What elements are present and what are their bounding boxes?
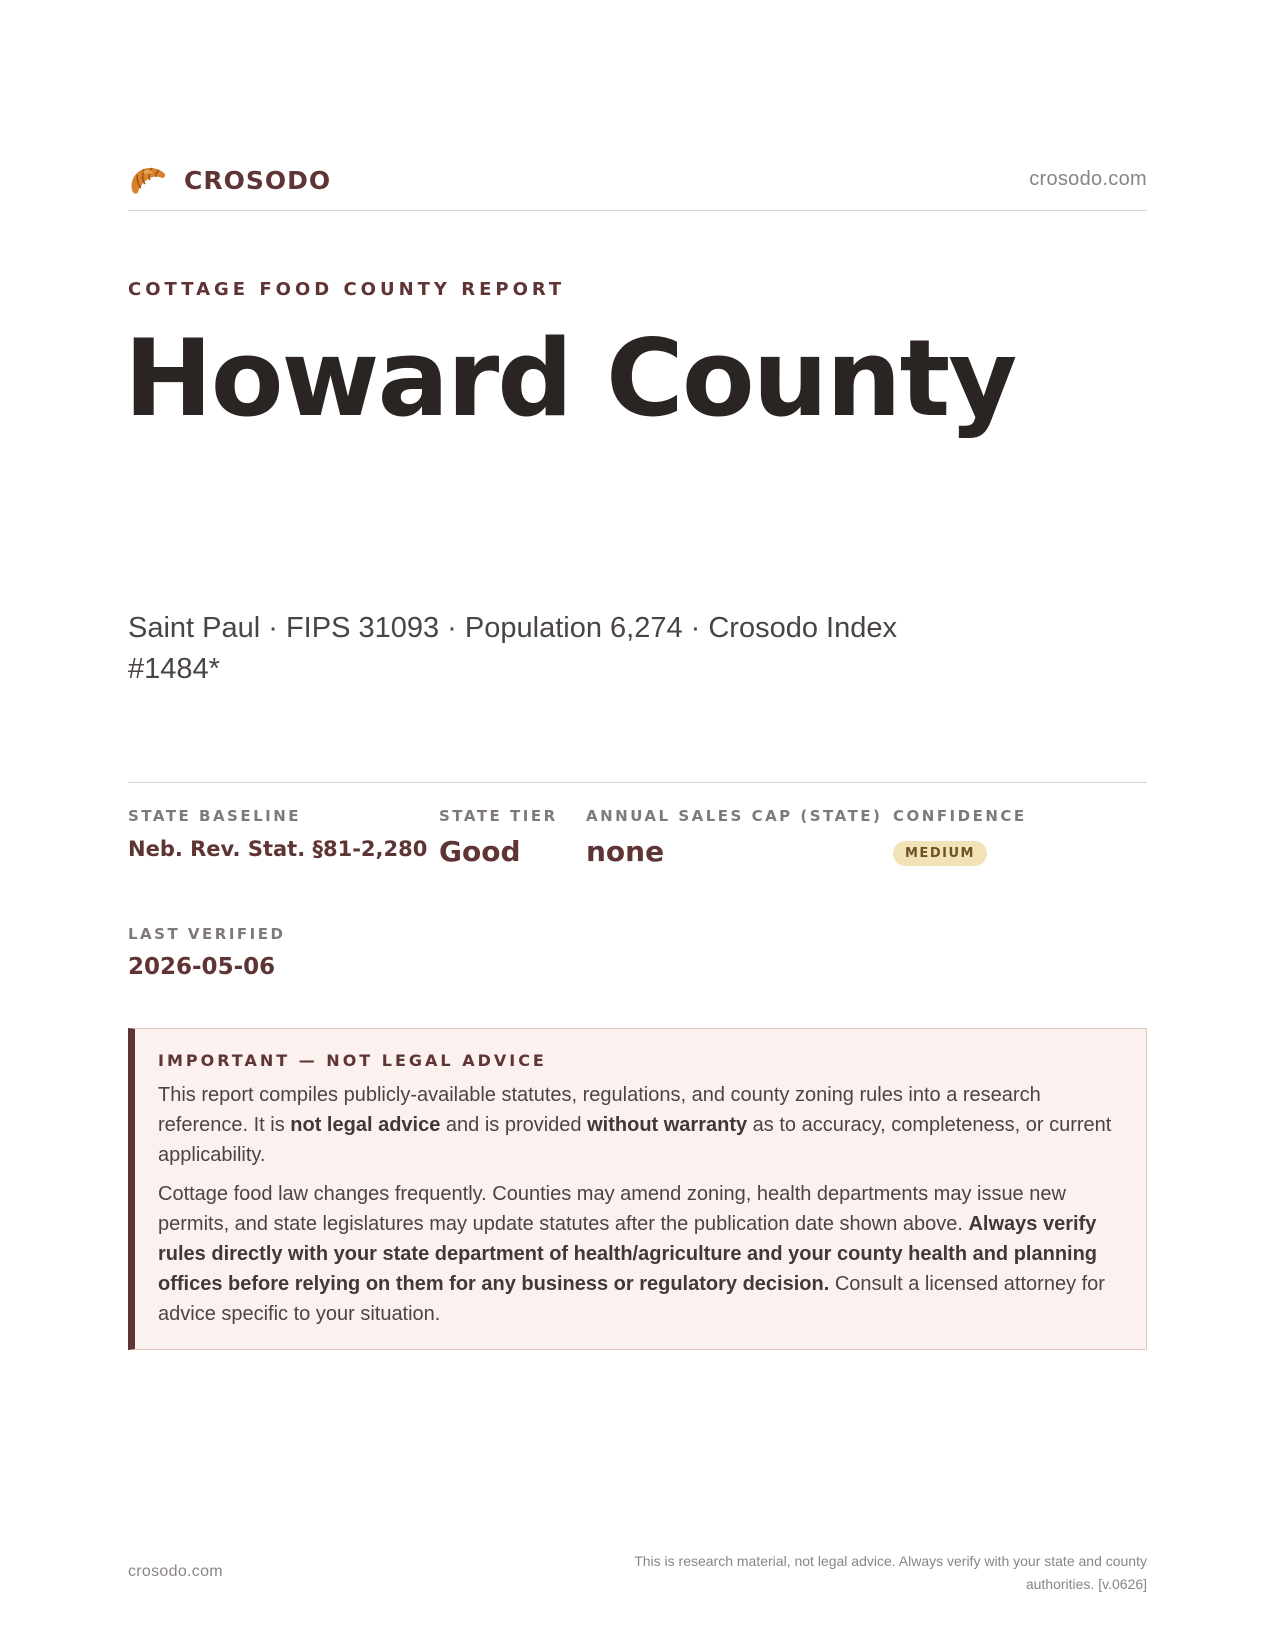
field-value: Good — [439, 835, 521, 868]
page-header — [128, 158, 1147, 211]
field-value: Neb. Rev. Stat. §81-2,280 — [128, 837, 428, 861]
field-value: none — [586, 835, 665, 868]
field-state-tier — [439, 807, 558, 868]
report-eyebrow: COTTAGE FOOD COUNTY REPORT — [128, 279, 566, 300]
field-label: CONFIDENCE — [893, 807, 1027, 825]
notice-title: IMPORTANT — NOT LEGAL ADVICE — [158, 1051, 547, 1070]
notice-emphasis: without warranty — [587, 1114, 748, 1136]
field-label: ANNUAL SALES CAP (STATE) — [586, 807, 883, 825]
report-page — [124, 0, 1147, 1650]
section-divider — [128, 782, 1147, 783]
notice-emphasis: Always verify rules directly with your state department of health/agriculture and your county health and planning offices before relying on them for any business or regulatory decision. — [158, 1213, 1098, 1295]
site-url[interactable]: crosodo.com — [1029, 168, 1147, 190]
field-confidence — [893, 807, 1027, 866]
field-state-baseline — [128, 807, 427, 861]
notice-emphasis: not legal advice — [290, 1114, 441, 1136]
croissant-icon — [128, 162, 168, 198]
notice-paragraph-2 — [158, 1179, 1122, 1329]
field-label: STATE BASELINE — [128, 807, 302, 825]
confidence-badge: MEDIUM — [893, 841, 987, 866]
field-label: LAST VERIFIED — [128, 925, 286, 943]
field-label: STATE TIER — [439, 807, 558, 825]
notice-text: Cottage food law changes frequently. Counties may amend zoning, health departments may issue new permits, and state legislatures may update statutes after the publication date shown above. — [158, 1183, 1066, 1235]
notice-text: and is provided — [440, 1114, 588, 1136]
notice-text: Consult a licensed attorney for advice specific to your situation. — [158, 1273, 1105, 1325]
footer-site-url[interactable]: crosodo.com — [128, 1563, 223, 1580]
report-subtitle: Saint Paul · FIPS 31093 · Population 6,274 · Crosodo Index #1484* — [128, 612, 897, 685]
notice-paragraph-1 — [158, 1080, 1122, 1170]
notice-text: as to accuracy, completeness, or current applicability. — [158, 1114, 1112, 1166]
footer-disclaimer: This is research material, not legal advice. Always verify with your state and county authorities. [v.0626] — [634, 1553, 1147, 1592]
brand — [128, 162, 331, 198]
notice-text: This report compiles publicly-available statutes, regulations, and county zoning rules into a research reference. It is — [158, 1084, 1041, 1136]
page-title: Howard County — [124, 317, 1016, 440]
field-last-verified — [128, 925, 285, 980]
field-value: 2026-05-06 — [128, 954, 276, 980]
legal-notice — [128, 1028, 1147, 1350]
brand-name: CROSODO — [184, 165, 332, 195]
field-annual-sales-cap — [586, 807, 882, 868]
